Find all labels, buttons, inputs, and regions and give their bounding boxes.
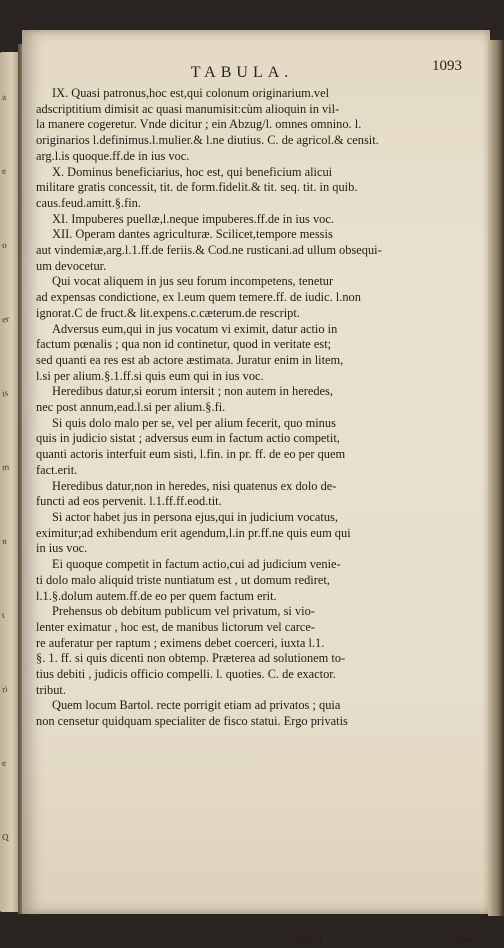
text-line: aut vindemiæ,arg.l.1.ff.de feriis.& Cod.ne rusticani.ad ullum obsequi- (36, 243, 382, 258)
left-page-edge (0, 52, 20, 912)
text-line: um devocetur. (36, 258, 107, 273)
text-line: caus.feud.amitt.§.fin. (36, 195, 141, 210)
text-line: originarios l.definimus.l.mulier.& l.ne diutius. C. de agricol.& censit. (36, 133, 379, 148)
page-edge-right (488, 40, 504, 916)
text-line: XII. Operam dantes agriculturæ. Scilicet,tempore messis (52, 227, 333, 242)
page-text (36, 86, 480, 946)
left-page-fragment: e (1, 757, 7, 769)
text-line: Heredibus datur,si eorum intersit ; non autem in heredes, (52, 384, 333, 399)
left-page-fragment: er (1, 313, 10, 325)
text-line: ignorat.C de fruct.& lit.expens.c.cæterum.de rescript. (36, 305, 300, 320)
text-line: arg.l.is quoque.ff.de in ius voc. (36, 148, 190, 163)
text-line: sed quanti ea res est ab actore æstimata. Juratur enim in litem, (36, 352, 344, 367)
text-line: ti dolo malo aliquid triste nuntiatum est , ut domum rediret, (36, 572, 330, 587)
text-line: la manere cogeretur. Vnde dicitur ; ein Abzug/l. omnes omnino. l. (36, 117, 362, 132)
text-line: militare gratis concessit, tit. de form.fidelit.& tit. seq. tit. in quib. (36, 180, 358, 195)
text-line: IX. Quasi patronus,hoc est,qui colonum originarium.vel (52, 86, 330, 100)
text-line: functi ad eos pervenit. l.1.ff.ff.eod.tit. (36, 494, 222, 509)
text-line: quis in judicio sistat ; adversus eum in factum actio competit, (36, 431, 340, 446)
text-line: Qui vocat aliquem in jus seu forum incompetens, tenetur (52, 274, 334, 289)
text-line: fact.erit. (36, 462, 78, 477)
text-line: eximitur;ad exhibendum erit agendum,l.in pr.ff.ne quis eum qui (36, 525, 351, 540)
text-line: X. Dominus beneficiarius, hoc est, qui beneficium alicui (52, 164, 333, 179)
text-line: factum pœnalis ; qua non id continetur, quod in veritate est; (36, 337, 332, 352)
text-line: ad expensas condictione, ex l.eum quem temere.ff. de iudic. l.non (36, 290, 361, 305)
text-line: quanti actoris interfuit eum sisti, l.fin. in pr. ff. de eo per quem (36, 447, 346, 462)
left-page-fragment: Q (1, 831, 10, 843)
left-page-fragment: n (1, 535, 8, 547)
text-line: Heredibus datur,non in heredes, nisi quatenus ex dolo de- (52, 478, 337, 493)
text-line: Adversus eum,qui in jus vocatum vi eximit, datur actio in (52, 321, 338, 336)
text-line: XI. Impuberes puellæ,l.neque impuberes.ff.de in ius voc. (52, 211, 334, 226)
left-page-fragment: ri (1, 683, 9, 695)
text-line: Si actor habet jus in persona ejus,qui in judicium vocatus, (52, 509, 338, 524)
left-page-fragment: e (1, 165, 7, 177)
page-number: 1093 (432, 58, 462, 74)
running-head: TABULA. (190, 64, 294, 81)
text-line: Prehensus ob debitum publicum vel privatum, si vio- (52, 604, 315, 619)
text-line: l.1.§.dolum autem.ff.de eo per quem factum erit. (36, 588, 277, 603)
left-page-fragment: t (1, 609, 6, 621)
left-page-fragment: a (1, 91, 7, 103)
text-line: Quem locum Bartol. recte porrigit etiam ad privatos ; quia (52, 698, 341, 713)
text-line: lenter eximatur , hoc est, de manibus lictorum vel carce- (36, 619, 316, 634)
text-line: tribut. (36, 682, 66, 697)
text-line: Si quis dolo malo per se, vel per alium fecerit, quo minus (52, 415, 336, 430)
left-page-fragment: is (1, 387, 9, 399)
left-page-fragment: m (1, 461, 10, 473)
text-line: non censetur quidquam specialiter de fisco statui. Ergo privatis (36, 714, 348, 729)
signature-mark: Zzz 3 (294, 932, 322, 946)
text-line: tius debiti , judicis officio compelli. l. quoties. C. de exactor. (36, 667, 336, 682)
text-line: nec post annum,ead.l.si per alium.§.fi. (36, 400, 226, 415)
text-line: re auferatur per raptum ; eximens debet coerceri, iuxta l.1. (36, 635, 325, 650)
left-page-fragment: o (1, 239, 8, 251)
right-page (22, 30, 490, 946)
text-line: Ei quoque competit in factum actio,cui ad judicium venie- (52, 557, 341, 572)
text-line: adscriptitium dimisit ac quasi manumisit:cùm alioquin in vil- (36, 101, 340, 116)
text-line: §. 1. ff. si quis dicenti non obtemp. Præterea ad solutionem to- (36, 651, 346, 666)
text-line: in ius voc. (36, 541, 88, 556)
text-line: l.si per alium.§.1.ff.si quis eum qui in ius voc. (36, 368, 264, 383)
catchword: quo- (457, 932, 480, 946)
